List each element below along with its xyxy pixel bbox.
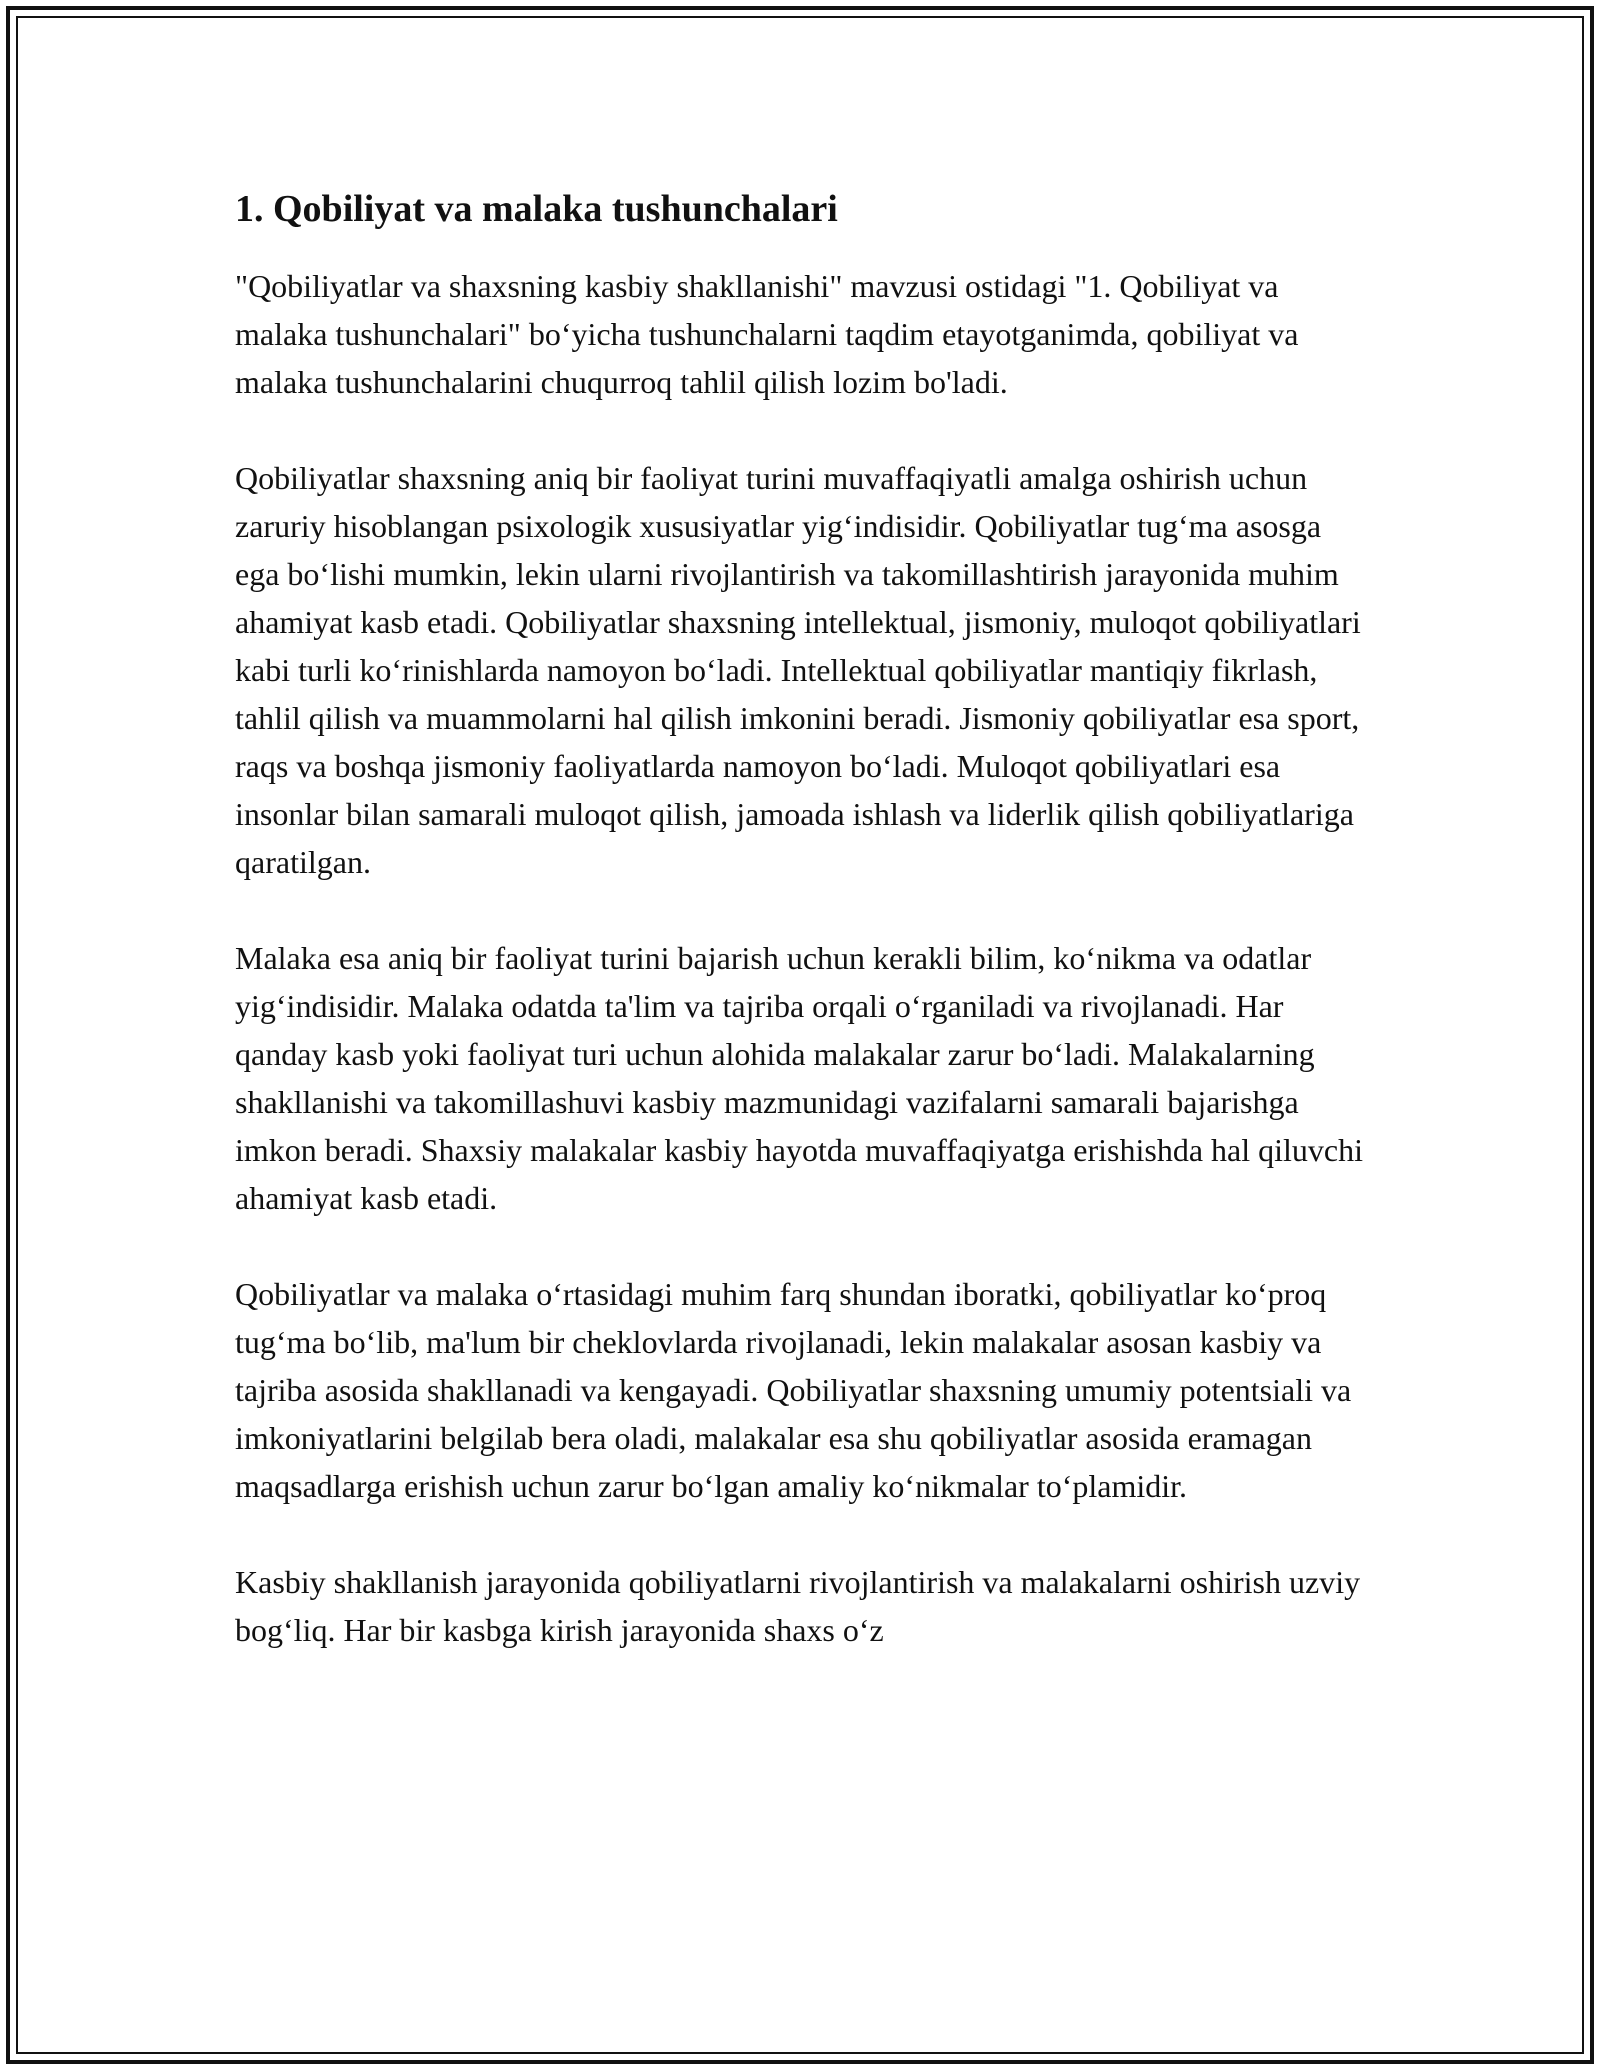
paragraph-abilities: Qobiliyatlar shaxsning aniq bir faoliyat turini muvaffaqiyatli amalga oshirish uchun zaruriy hisoblangan psixologik xususiyatlar yig‘indisidir. Qobiliyatlar tug‘ma asosga ega bo‘lishi mumkin, lekin ularni rivojlantirish va takomillashtirish jarayonida muhim ahamiyat kasb etadi. Qobiliyatlar shaxsning intellektual, jismoniy, muloqot qobiliyatlari kabi turli ko‘rinishlarda namoyon bo‘ladi. Intellektual qobiliyatlar mantiqiy fikrlash, tahlil qilish va muammolarni hal qilish imkonini beradi. Jismoniy qobiliyatlar esa sport, raqs va boshqa jismoniy faoliyatlarda namoyon bo‘ladi. Muloqot qobiliyatlari esa insonlar bilan samarali muloqot qilish, jamoada ishlash va liderlik qilish qobiliyatlariga qaratilgan. bbox=[235, 460, 1361, 881]
paragraph-difference: Qobiliyatlar va malaka o‘rtasidagi muhim farq shundan iboratki, qobiliyatlar ko‘proq tug‘ma bo‘lib, ma'lum bir cheklovlarda rivojlanadi, lekin malakalar asosan kasbiy va tajriba asosida shakllanadi va kengayadi. Qobiliyatlar shaxsning umumiy potentsiali va imkoniyatlarini belgilab bera oladi, malakalar esa shu qobiliyatlar asosida eramagan maqsadlarga erishish uchun zarur bo‘lgan amaliy ko‘nikmalar to‘plamidir. bbox=[235, 1276, 1352, 1505]
paragraph-intro: "Qobiliyatlar va shaxsning kasbiy shakllanishi" mavzusi ostidagi "1. Qobiliyat va malaka tushunchalari" bo‘yicha tushunchalarni taqdim etayotganimda, qobiliyat va malaka tushunchalarini chuqurroq tahlil qilish lozim bo'ladi. bbox=[235, 268, 1299, 401]
section-heading: 1. Qobiliyat va malaka tushunchalari bbox=[235, 188, 838, 230]
paragraph-skills: Malaka esa aniq bir faoliyat turini bajarish uchun kerakli bilim, ko‘nikma va odatlar yig‘indisidir. Malaka odatda ta'lim va tajriba orqali o‘rganiladi va rivojlanadi. Har qanday kasb yoki faoliyat turi uchun alohida malakalar zarur bo‘ladi. Malakalarning shakllanishi va takomillashuvi kasbiy mazmunidagi vazifalarni samarali bajarishga imkon beradi. Shaxsiy malakalar kasbiy hayotda muvaffaqiyatga erishishda hal qiluvchi ahamiyat kasb etadi. bbox=[235, 940, 1363, 1217]
paragraph-professional-formation: Kasbiy shakllanish jarayonida qobiliyatlarni rivojlantirish va malakalarni oshirish uzviy bog‘liq. Har bir kasbga kirish jarayonida shaxs o‘z bbox=[235, 1564, 1361, 1649]
document-body bbox=[235, 185, 1365, 1702]
